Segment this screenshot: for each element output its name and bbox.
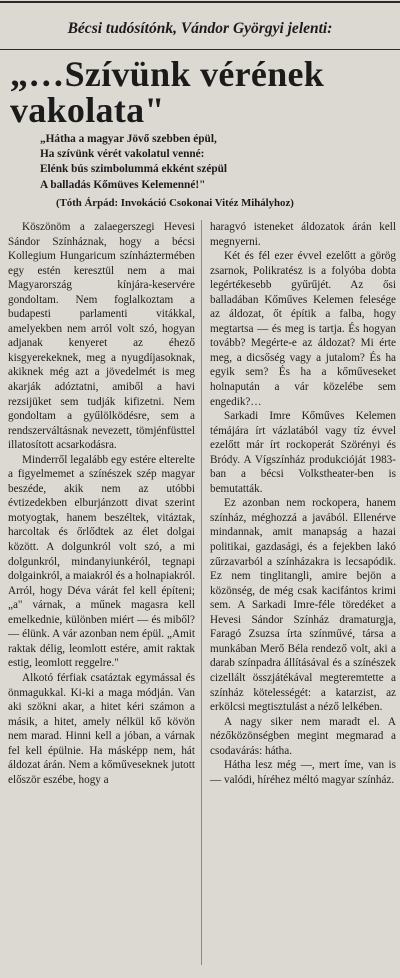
top-rule (0, 1, 400, 3)
paragraph: Minderről legalább egy estére elterelte a figyelmemet a színészek szép magyar beszéde, akik nem az utóbbi évtizedekben elburjánzott divat szerint motyogtak, hanem beszéltek, vitáztak, harcoltak és őrlődtek az élet dolgai között. A dolgunkról volt szó, a mi dolgunkról, mindanyiunkéról, tegnapi dolgainkról, a maiakról és a holnapiakról. Arról, hogy Déva várát fel kell építeni; „a" várnak, a műnek magasra kell emelkednie, különben miért — és miből? — élünk. A vár azonban nem épül. „Amit raktak délig, leomlott estére, amit raktak estig, leomlott reggelre." (8, 453, 195, 670)
poem-line: „Hátha a magyar Jövő szebben épül, (40, 133, 217, 145)
poem-attribution: (Tóth Árpád: Invokáció Csokonai Vitéz Mihályhoz) (56, 197, 294, 209)
paragraph: haragvó isteneket áldozatok árán kell megnyerni. (210, 221, 396, 248)
paragraph: Ez azonban nem rockopera, hanem színház, méghozzá a javából. Ellenérve mindannak, amit manapság a hazai politikai, gazdasági, és a fejekben lakó zűrzavarból a színházakra is lecsapódik. Ez nem tinglitangli, amire bejön a közönség, de még csak kacifántos krimi sem. A Sarkadi Imre-féle töredéket a Hevesi Sándor Színház dramaturgja, Faragó Zsuzsa írta színművé, társa a munkában Merő Béla rendező volt, aki a darab színpadra állításával és a színészek cizellált összjátékával megteremtette a színház kötelességét: a katarzist, az erkölcsi megtisztulást a néző lelkében. (210, 497, 396, 714)
poem-line: Elénk bús szimbolummá ekként szépül (40, 163, 228, 176)
poem-line: Ha szívünk vérét vakolatul venné: (40, 148, 205, 161)
kicker-rule (0, 49, 400, 50)
poem-quote (40, 132, 390, 193)
headline: „…Szívünk vérének vakolata" (10, 54, 325, 130)
paragraph: Sarkadi Imre Kőműves Kelemen témájára írt vázlatából vagy tíz évvel ezelőtt már írt rockoperát Szörényi és Bródy. A Vígszínház produkcióját 1983-ban a bécsi Volkstheater-ben is bemutatták. (210, 410, 396, 495)
paragraph: Köszönöm a zalaegerszegi Hevesi Sándor Színháznak, hogy a bécsi Kollegium Hungaricum színháztermében egy estén keresztül nem a mai Magyarország kínjára-keservére gondoltam. Nem foglalkoztam a budapesti parlamenti vitákkal, amelyekben nem arról volt szó, hogyan adjanak kenyeret az éhező kisgyerekeknek, meg a nyugdíjasoknak, akiknek még azt a jövedelmét is meg akarják adóztatni, amiből a havi rezsijüket sem tudják kifizetni. Nem gondoltam a gyűlölködésre, sem a rendszerváltásnak nevezett, tömjénfüsttel illatosított acsarkodásra. (8, 221, 195, 452)
paragraph: Hátha lesz még —, mert íme, van is — valódi, híréhez méltó magyar színház. (210, 759, 396, 786)
paragraph: A nagy siker nem maradt el. A nézőközönségben megint megmarad a csodavárás: hátha. (210, 715, 396, 757)
column-divider (201, 220, 202, 965)
paragraph: Alkotó férfiak csatáztak egymással és önmagukkal. Ki-ki a maga módján. Van aki szökni akar, a hitet kéri számon a másik, a hitet, amely nélkül kő kövön nem marad. Hinni kell a jóban, a várnak fel kell épülnie. Ha másképp nem, hát áldozat árán. Nem a kőműveseknek jutott először eszébe, hogy a (8, 671, 195, 786)
article-column-left (8, 220, 195, 787)
kicker-line: Bécsi tudósítónk, Vándor Györgyi jelenti: (67, 20, 333, 37)
paragraph: Két és fél ezer évvel ezelőtt a görög zsarnok, Polikratész is a folyóba dobta legértékesebb gyűrűjét. Az ősi balladában Kőműves Kelemen felesége az áldozat, őt építik a falba, hogy megtartsa — és meg is tartja. És hogyan tovább? Megérte-e az áldozat? Mi érte meg, a dicsőség vagy a jutalom? És ha egyik sem? És ha a kőműveseket holnapután a vár közelébe sem engedik?… (210, 250, 396, 408)
poem-line: A balladás Kőmüves Kelemenné!" (40, 178, 206, 191)
article-column-right (210, 220, 396, 787)
